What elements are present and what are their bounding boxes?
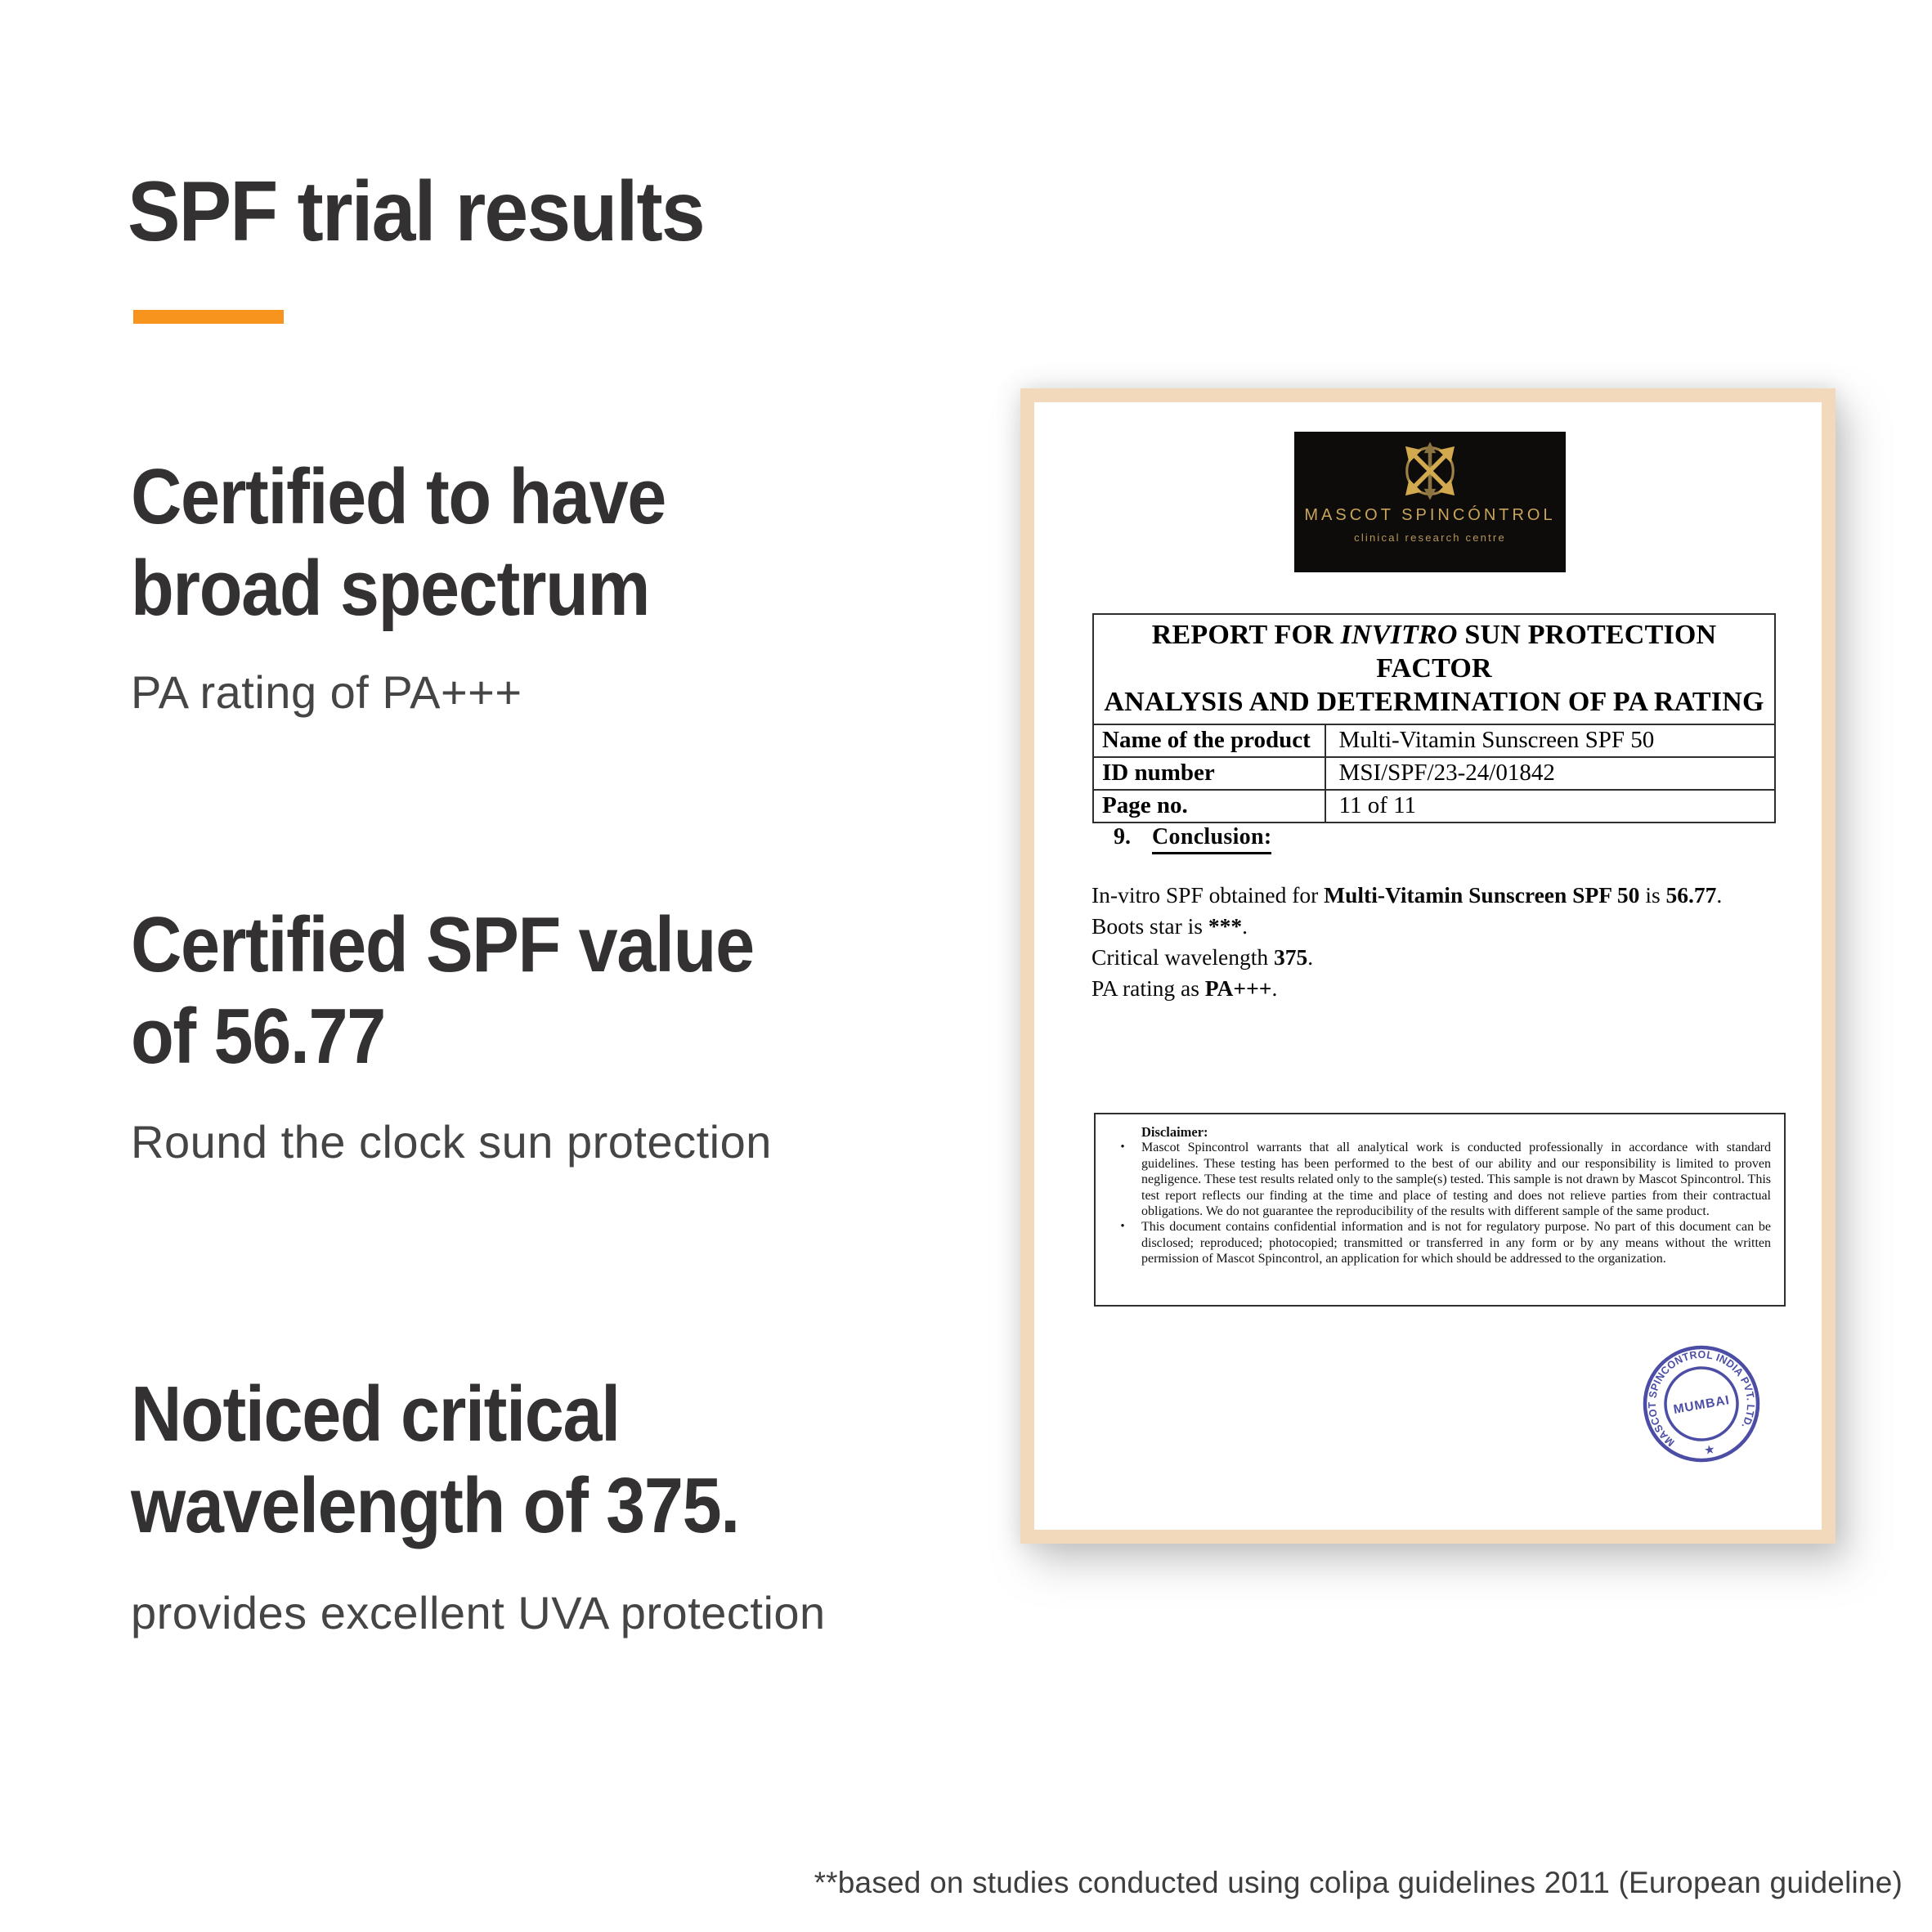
- conclusion-line: In-vitro SPF obtained for Multi-Vitamin Sunscreen SPF 50 is 56.77.: [1092, 882, 1723, 908]
- compass-arrows-icon: [1396, 437, 1464, 504]
- bullet-icon: •: [1120, 1220, 1125, 1234]
- section-subheading: PA rating of PA+++: [131, 666, 522, 718]
- report-title-line2: ANALYSIS AND DETERMINATION OF PA RATING: [1104, 687, 1764, 717]
- disclaimer-title: Disclaimer:: [1141, 1124, 1208, 1140]
- conclusion-heading: [1114, 824, 1271, 850]
- row-value: Multi-Vitamin Sunscreen SPF 50: [1325, 724, 1775, 757]
- conclusion-title: Conclusion:: [1152, 824, 1271, 854]
- conclusion-body: [1092, 880, 1722, 1004]
- accent-underline-bar: [133, 310, 284, 324]
- heading-line: wavelength of 375.: [131, 1462, 739, 1549]
- conclusion-line: Boots star is ***.: [1092, 913, 1248, 939]
- heading-line: Certified SPF value: [131, 901, 754, 988]
- conclusion-number: 9.: [1114, 824, 1131, 849]
- section-heading: [131, 899, 754, 1083]
- section-subheading: provides excellent UVA protection: [131, 1587, 826, 1638]
- stamp-ring-text: MASCOT SPINCONTROL INDIA PVT. LTD.: [1645, 1347, 1758, 1450]
- stamp-star-icon: ★: [1702, 1441, 1717, 1459]
- disclaimer-text: This document contains confidential information and is not for regulatory purpose. No part of this document can be disclosed; reproduced; photocopied; transmitted or transferred in any form or by any means without the written permission of Mascot Spincontrol, an application for which should be addressed to the organization.: [1141, 1220, 1771, 1266]
- row-value: MSI/SPF/23-24/01842: [1325, 757, 1775, 790]
- certificate-page: [1034, 402, 1822, 1530]
- heading-line: Noticed critical: [131, 1370, 620, 1458]
- stamp-center-text: MUMBAI: [1672, 1393, 1732, 1417]
- heading-line: of 56.77: [131, 993, 385, 1080]
- disclaimer-bullet-item: [1104, 1140, 1771, 1219]
- approval-stamp: [1640, 1343, 1763, 1465]
- table-row: [1093, 724, 1775, 757]
- heading-line: Certified to have: [131, 453, 666, 540]
- row-label: ID number: [1093, 757, 1325, 790]
- section-broad-spectrum: [131, 451, 725, 719]
- report-info-table: [1092, 613, 1776, 823]
- disclaimer-bullet-item: [1104, 1219, 1771, 1266]
- page-title: SPF trial results: [128, 164, 704, 259]
- row-label: Page no.: [1093, 790, 1325, 823]
- svg-text:MASCOT SPINCONTROL INDIA PVT.: [1640, 1343, 1763, 1452]
- lab-logo: [1294, 432, 1566, 572]
- footnote: **based on studies conducted using colipa guidelines 2011 (European guideline): [814, 1866, 1903, 1899]
- bullet-icon: •: [1120, 1141, 1125, 1154]
- logo-name: MASCOT SPINCÓNTROL: [1304, 506, 1556, 524]
- row-value: 11 of 11: [1325, 790, 1775, 823]
- heading-line: broad spectrum: [131, 545, 650, 632]
- section-subheading: Round the clock sun protection: [131, 1116, 772, 1168]
- logo-tagline: clinical research centre: [1354, 531, 1506, 544]
- table-row: [1093, 757, 1775, 790]
- row-label: Name of the product: [1093, 724, 1325, 757]
- conclusion-line: PA rating as PA+++.: [1092, 975, 1278, 1001]
- disclaimer-text: Mascot Spincontrol warrants that all analytical work is conducted professionally in accordance with standard guidelines. These testing has been performed to the best of our ability and our responsibility is limited to proven negligence. These test results related only to the sample(s) tested. This sample is not drawn by Mascot Spincontrol. This test report reflects our finding at the time and place of testing and does not relieve parties from their contractual obligations. We do not guarantee the reproducibility of the results with different sample of the same product.: [1141, 1141, 1771, 1219]
- disclaimer-box: [1094, 1113, 1786, 1307]
- certificate-document: [1020, 388, 1836, 1544]
- conclusion-line: Critical wavelength 375.: [1092, 944, 1314, 970]
- section-critical-wavelength: [131, 1369, 826, 1639]
- table-title-row: [1093, 614, 1775, 724]
- report-title-line1: REPORT FOR INVITRO SUN PROTECTION FACTOR: [1151, 620, 1717, 684]
- section-spf-value: [131, 899, 823, 1168]
- section-heading: [131, 451, 666, 634]
- table-row: [1093, 790, 1775, 823]
- section-heading: [131, 1369, 756, 1552]
- report-title: [1093, 614, 1775, 724]
